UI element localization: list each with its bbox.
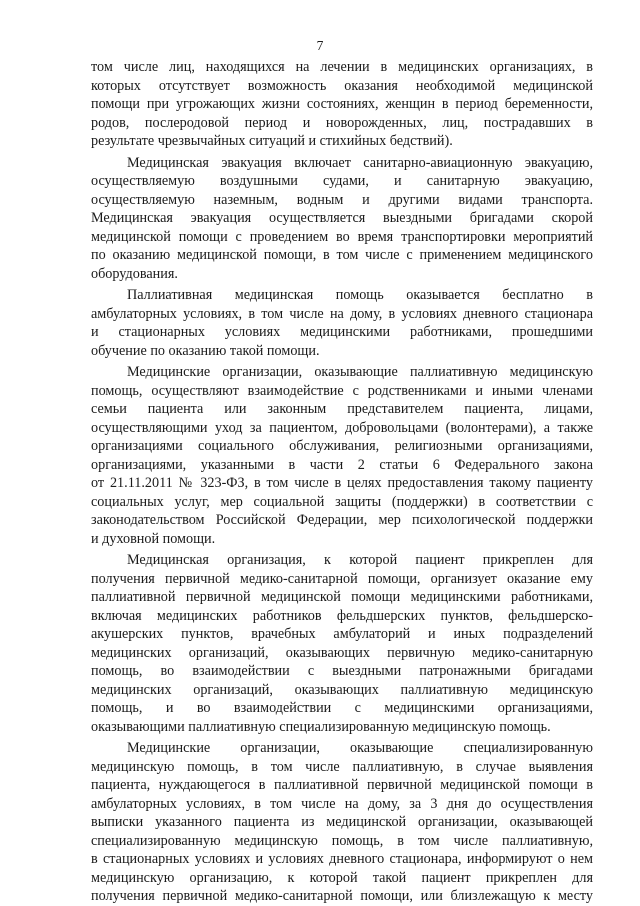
text-line: том числе лиц, находящихся на лечении в медицинских организациях, в [91,59,593,75]
text-line: помощь, во взаимодействии с выездными патронажными бригадами [91,663,593,679]
text-line: Медицинская эвакуация осуществляется выездными бригадами скорой [91,210,593,226]
text-line: пациента, нуждающегося в паллиативной первичной медицинской помощи в [91,777,593,793]
text-line: амбулаторных условиях, в том числе на дому, за 3 дня до осуществления [91,795,593,812]
document-body [91,58,593,906]
text-line: осуществляемую воздушными судами, и санитарную эвакуацию, [91,173,593,189]
text-line: амбулаторных условиях, в том числе на дому, в условиях дневного стационара [91,305,593,322]
text-line: в стационарных условиях и условиях дневного стационара, информируют о нем [91,851,593,867]
text-line: оказывающими паллиативную специализированную медицинскую помощь. [91,718,551,735]
paragraph [91,551,593,736]
text-line: осуществляющими уход за пациентом, добровольцами (волонтерами), а также [91,419,593,436]
text-line: медицинских организаций, оказывающих паллиативную медицинскую [91,681,593,698]
text-line: выписки указанного пациента из медицинской организации, оказывающей [91,814,593,830]
text-line: медицинскую помощь, в том числе паллиативную, в случае выявления [91,758,593,775]
text-line: от 21.11.2011 № 323-ФЗ, в том числе в целях предоставления такому пациенту [91,475,593,491]
text-line: помощи при угрожающих жизни состояниях, женщин в период беременности, [91,96,593,112]
text-line: обучение по оказанию такой помощи. [91,342,320,359]
paragraph [91,154,593,284]
text-line: Медицинская организация, к которой пациент прикреплен для [127,552,593,568]
text-line: результате чрезвычайных ситуаций и стихийных бедствий). [91,133,453,149]
text-line: получения первичной медико-санитарной помощи, организует оказание ему [91,570,593,587]
text-line: медицинских организаций, оказывающих первичную медико-санитарную [91,644,593,661]
text-line: включая медицинских работников фельдшерских пунктов, фельдшерско- [91,607,593,624]
text-line: оборудования. [91,265,178,282]
text-line: получения первичной медико-санитарной помощи, или близлежащую к месту [91,888,593,904]
text-line: законодательством Российской Федерации, мер психологической поддержки [91,512,593,528]
text-line: и духовной помощи. [91,530,216,547]
text-line: специализированную медицинскую помощь, в том числе паллиативную, [91,832,593,849]
paragraph [91,58,593,151]
text-line: помощь, осуществляют взаимодействие с родственниками и иными членами [91,382,593,399]
text-line: Медицинские организации, оказывающие специализированную [127,740,593,756]
text-line: которых отсутствует возможность оказания необходимой медицинской [91,77,593,94]
text-line: организациями, указанными в части 2 статьи 6 Федерального закона [91,456,593,473]
page-number: 7 [316,38,324,53]
text-line: осуществляемую наземным, водным и другими видами транспорта. [91,191,593,208]
text-line: и стационарных условиях медицинскими работниками, прошедшими [91,324,593,340]
paragraph [91,739,593,906]
text-line: по оказанию медицинской помощи, в том числе с применением медицинского [91,247,593,263]
text-line: Медицинские организации, оказывающие паллиативную медицинскую [127,364,593,380]
text-line: медицинскую организацию, к которой такой пациент прикреплен для [91,869,593,886]
text-line: социальных услуг, мер социальной защиты (поддержки) в соответствии с [91,493,593,510]
text-line: Медицинская эвакуация включает санитарно-авиационную эвакуацию, [127,154,593,171]
text-line: семьи пациента или законным представителем пациента, лицами, [91,401,593,417]
text-line: родов, послеродовой период и новорожденных, лиц, пострадавших в [91,114,593,131]
text-line: организациями социального обслуживания, религиозными организациями, [91,438,593,454]
text-line: медицинской помощи с проведением во время транспортировки мероприятий [91,228,593,245]
paragraph [91,286,593,360]
text-line: акушерских пунктов, врачебных амбулаторий и иных подразделений [91,626,593,642]
text-line: паллиативной первичной медицинской помощи медицинскими работниками, [91,589,593,605]
paragraph [91,363,593,548]
text-line: Паллиативная медицинская помощь оказывается бесплатно в [127,287,593,303]
text-line: помощь, и во взаимодействии с медицинскими организациями, [91,700,593,716]
